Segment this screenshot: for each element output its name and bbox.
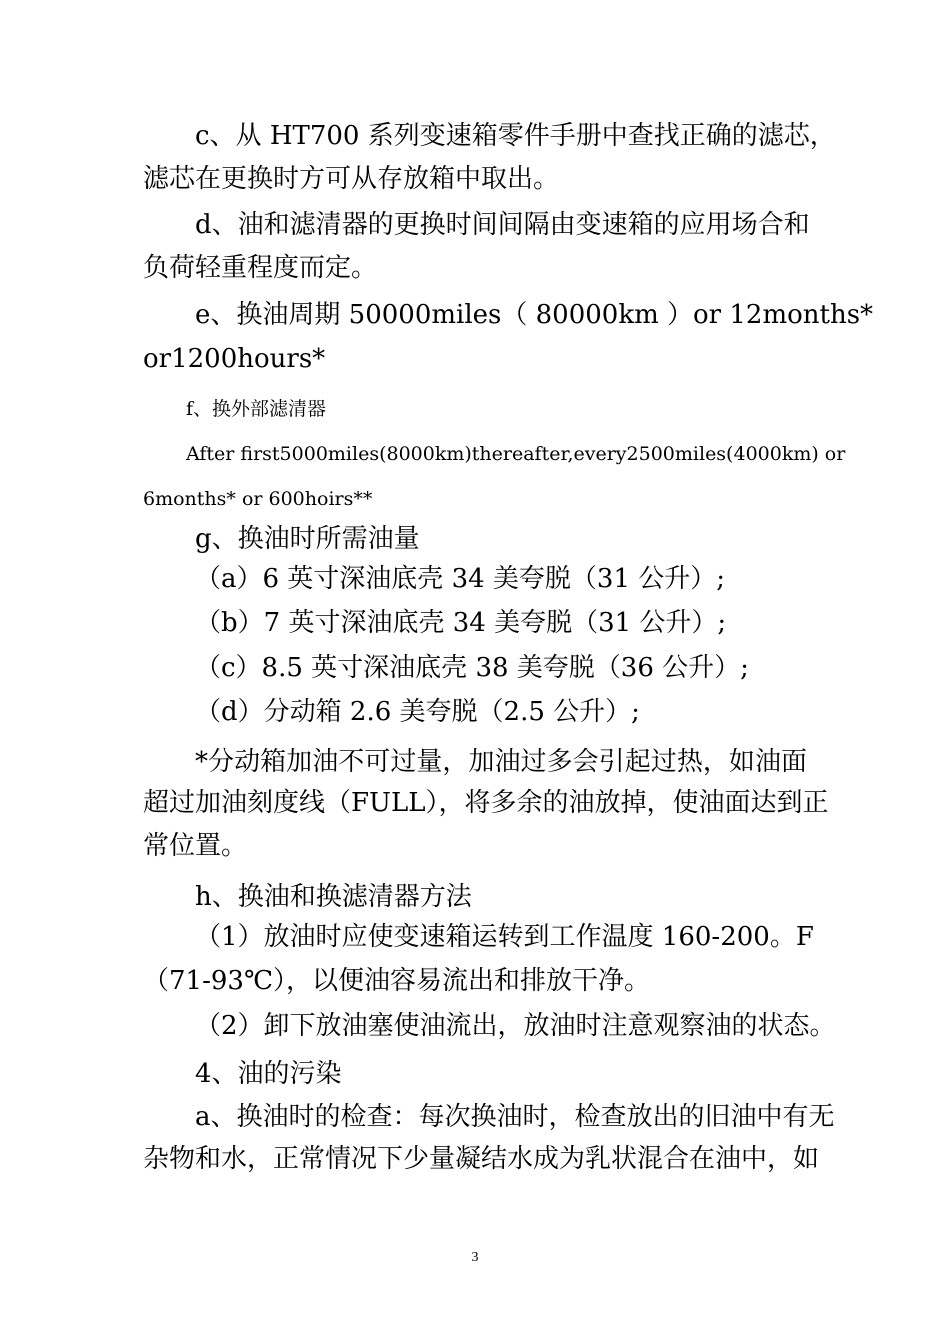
paragraph-f-line-1: After first5000miles(8000km)thereafter,every2500miles(4000km) or	[186, 443, 846, 465]
oil-capacity-a: （a）6 英寸深油底壳 34 美夸脱（31 公升）;	[195, 564, 726, 594]
paragraph-e-line-2: or1200hours*	[143, 344, 326, 374]
note-line-1: *分动箱加油不可过量，加油过多会引起过热，如油面	[195, 747, 807, 777]
paragraph-h-line-2: （71-93℃），以便油容易流出和排放干净。	[143, 966, 651, 996]
paragraph-f-line-2: 6months* or 600hoirs**	[143, 488, 373, 510]
page-number: 3	[471, 1250, 479, 1265]
paragraph-a-line-2: 杂物和水，正常情况下少量凝结水成为乳状混合在油中，如	[143, 1144, 820, 1174]
paragraph-g-heading: g、换油时所需油量	[195, 524, 420, 554]
paragraph-c-line-2: 滤芯在更换时方可从存放箱中取出。	[143, 164, 560, 194]
paragraph-f-heading: f、换外部滤清器	[186, 398, 327, 420]
paragraph-e-line-1: e、换油周期 50000miles（ 80000km ）or 12months*	[195, 300, 874, 330]
paragraph-a-line-1: a、换油时的检查：每次换油时，检查放出的旧油中有无	[195, 1102, 835, 1132]
paragraph-d-line-1: d、油和滤清器的更换时间间隔由变速箱的应用场合和	[195, 210, 810, 240]
paragraph-h-line-1: （1）放油时应使变速箱运转到工作温度 160-200。F	[195, 922, 814, 952]
note-line-3: 常位置。	[143, 831, 248, 861]
paragraph-c-line-1: c、从 HT700 系列变速箱零件手册中查找正确的滤芯，	[195, 121, 836, 151]
paragraph-h-heading: h、换油和换滤清器方法	[195, 882, 472, 912]
oil-capacity-c: （c）8.5 英寸深油底壳 38 美夸脱（36 公升）;	[195, 653, 749, 683]
paragraph-d-line-2: 负荷轻重程度而定。	[143, 253, 378, 283]
paragraph-h-line-3: （2）卸下放油塞使油流出，放油时注意观察油的状态。	[195, 1011, 836, 1041]
oil-capacity-d: （d）分动箱 2.6 美夸脱（2.5 公升）;	[195, 697, 640, 727]
oil-capacity-b: （b）7 英寸深油底壳 34 美夸脱（31 公升）;	[195, 608, 727, 638]
note-line-2: 超过加油刻度线（FULL），将多余的油放掉，使油面达到正	[143, 788, 829, 818]
section-4-heading: 4、油的污染	[195, 1059, 342, 1089]
